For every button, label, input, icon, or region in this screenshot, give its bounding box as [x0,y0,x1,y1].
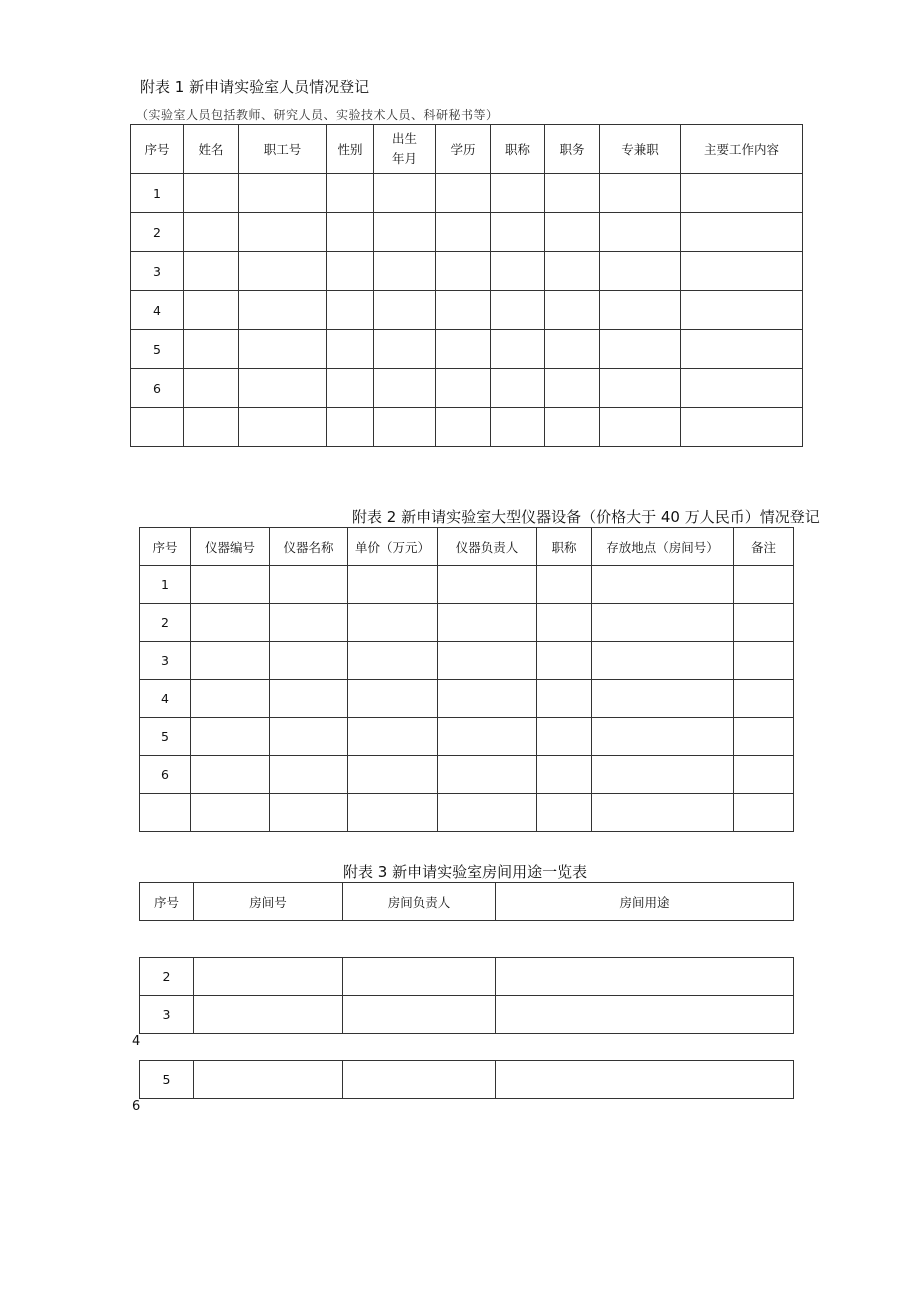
header-cell: 职务 [545,125,600,174]
table-header-row [131,125,803,174]
header-cell: 房间用途 [496,883,794,921]
room-usage-table-body [139,1060,794,1099]
table1-subtitle: （实验室人员包括教师、研究人员、实验技术人员、科研秘书等） [136,108,499,122]
table-row [140,680,794,718]
table-row [140,958,794,996]
header-cell: 单价（万元） [348,528,438,566]
table-row [140,566,794,604]
header-cell: 序号 [131,125,184,174]
table-header-row [140,883,794,921]
table-row [140,1061,794,1099]
header-cell: 主要工作内容 [681,125,803,174]
equipment-registration-table [139,527,794,832]
table-row [131,252,803,291]
header-cell: 性别 [327,125,374,174]
table-row [140,996,794,1034]
table-row [140,794,794,832]
table-row [131,213,803,252]
row-number: 5 [140,718,191,756]
header-cell: 仪器编号 [191,528,270,566]
row-number: 2 [140,604,191,642]
table-row [131,291,803,330]
header-cell: 职工号 [239,125,327,174]
row-number: 4 [131,291,184,330]
table-row [131,330,803,369]
header-cell: 房间负责人 [343,883,496,921]
row-number [140,794,191,832]
header-cell: 姓名 [184,125,239,174]
header-cell: 专兼职 [600,125,681,174]
staff-registration-table [130,124,803,447]
header-cell: 备注 [734,528,794,566]
table-row [131,369,803,408]
row-number: 3 [131,252,184,291]
table-row [140,718,794,756]
row-number: 6 [140,756,191,794]
row-number: 4 [140,680,191,718]
header-cell-line: 出生 [391,131,417,146]
table-header-row [140,528,794,566]
table3-title: 附表 3 新申请实验室房间用途一览表 [343,863,588,881]
room-usage-table-header [139,882,794,921]
header-cell: 存放地点（房间号） [592,528,734,566]
table-row [140,604,794,642]
table-row [140,756,794,794]
table-row [140,642,794,680]
header-cell: 序号 [140,883,194,921]
row-number [131,408,184,447]
row-number: 6 [131,369,184,408]
header-cell: 学历 [436,125,491,174]
header-cell-birth [374,125,436,174]
header-cell: 仪器负责人 [438,528,537,566]
header-cell: 职称 [491,125,545,174]
room-usage-table-body [139,957,794,1034]
header-cell: 房间号 [194,883,343,921]
table-row [131,408,803,447]
header-cell: 序号 [140,528,191,566]
header-cell-line: 年月 [391,151,417,166]
header-cell: 职称 [537,528,592,566]
row-number: 3 [140,642,191,680]
row-number: 1 [140,566,191,604]
row-number: 5 [131,330,184,369]
table2-title: 附表 2 新申请实验室大型仪器设备（价格大于 40 万人民币）情况登记 [352,508,820,526]
row-number: 2 [131,213,184,252]
stray-row-number: 4 [132,1034,141,1049]
table1-title: 附表 1 新申请实验室人员情况登记 [140,78,370,96]
row-number: 1 [131,174,184,213]
row-number: 3 [140,996,194,1034]
row-number: 5 [140,1061,194,1099]
table-row [131,174,803,213]
header-cell: 仪器名称 [270,528,348,566]
row-number: 2 [140,958,194,996]
stray-row-number: 6 [132,1099,141,1114]
